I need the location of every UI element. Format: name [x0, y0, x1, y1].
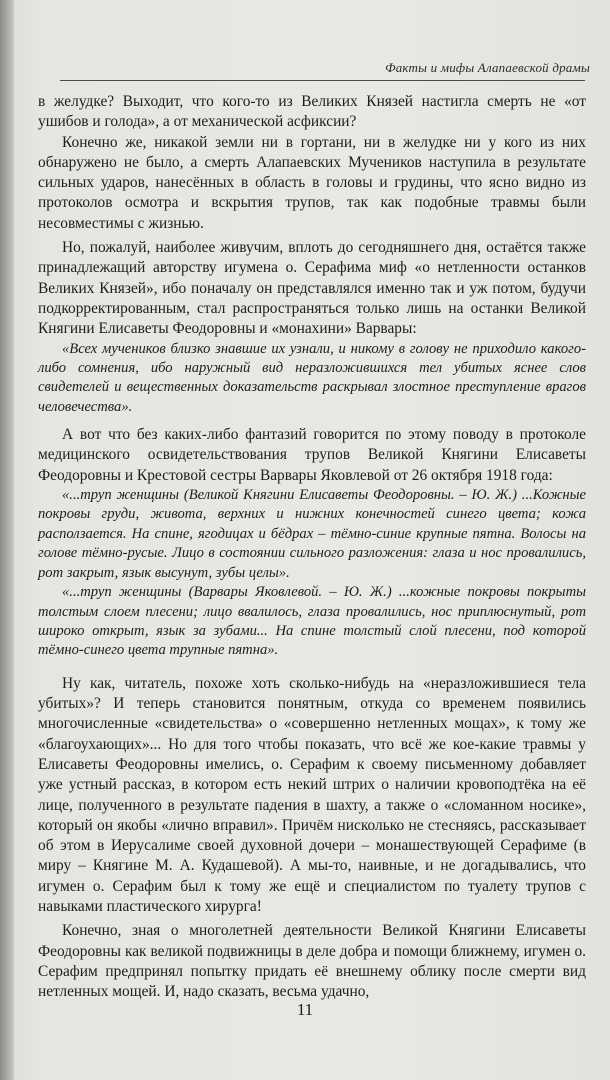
quote-paragraph: «Всех мучеников близко знавшие их узнали, и никому в голову не приходило какого-либо сомнения, ибо наружный вид неразложившихся тел убитых яснее слов свидетелей и вещественных доказательств раскрывал злостное преступление врагов человечества». [38, 340, 586, 415]
paragraph: А вот что без каких-либо фантазий говорится по этому поводу в протоколе медицинского освидетельствования трупов Великой Княгини Елисаветы Феодоровны и Крестовой сестры Варвары Яковлевой от 26 октября 1918 года: [38, 426, 586, 484]
paragraph: Конечно же, никакой земли ни в гортани, ни в желудке ни у кого из них обнаружено не было, а смерть Алапаевских Мучеников наступила в результате сильных ударов, нанесённых в область в головы и грудины, что ясно видно из протоколов осмотра и вскрытия трупов, так как подобные травмы были несовместимы с жизнью. [38, 133, 586, 232]
body-text [38, 92, 586, 1002]
page-number: 11 [296, 1000, 314, 1019]
paragraph: в желудке? Выходит, что кого-то из Великих Князей настигла смерть не «от ушибов и голода», а от механической асфиксии? [38, 93, 586, 131]
quote-paragraph: «...труп женщины (Варвары Яковлевой. – Ю. Ж.) ...кожные покровы покрыты толстым слоем плесени; лицо ввалилось, глаза провалились, нос приплюснутый, рот широко открыт, язык за зубами... На спине толстый слой плесени, под которой тёмно-синего цвета трупные пятна». [38, 584, 586, 659]
running-head: Факты и мифы Алапаевской драмы [385, 60, 590, 75]
paragraph: Ну как, читатель, похоже хоть сколько-нибудь на «неразложившиеся тела убитых»? И теперь становится понятным, откуда со временем появились многочисленные «свидетельства» о «совершенно нетленных мощах», к тому же «благоухающих»... Но для того чтобы показать, что всё же кое-какие травмы у Елисаветы Феодоровны имелись, о. Серафим к своему письменному добавляет уже устный рассказ, в котором есть некий штрих о наличии кровоподтёка на её лице, полученного в результате падения в шахту, а также о «сломанном носике», который он якобы «лично вправил». Причём нисколько не стесняясь, рассказывает об этом в Иерусалиме своей духовной дочери – монашествующей Серафиме (в миру – Княгине М. А. Кудашевой). А мы-то, наивные, и не догадывались, что игумен о. Серафим был к тому же ещё и специалистом по туалету трупов с навыками пластического хирурга! [38, 674, 586, 915]
paragraph: Но, пожалуй, наиболее живучим, вплоть до сегодняшнего дня, остаётся также принадлежащий авторству игумена о. Серафима миф «о нетленности останков Великих Князей», ибо поначалу он представлялся именно так и уж потом, будучи подкорректированным, стал распространяться только лишь на останки Великой Княгини Елисаветы Феодоровны и «монахини» Варвары: [38, 239, 586, 338]
paragraph: Конечно, зная о многолетней деятельности Великой Княгини Елисаветы Феодоровны как великой подвижницы в деле добра и помощи ближнему, игумен о. Серафим предпринял попытку придать её внешнему облику после смерти вид нетленных мощей. И, надо сказать, весьма удачно, [38, 922, 586, 1001]
header-rule [60, 80, 585, 81]
quote-paragraph: «...труп женщины (Великой Княгини Елисаветы Феодоровны. – Ю. Ж.) ...Кожные покровы груди, живота, верхних и нижних конечностей синего цвета; кожа расползается. На спине, ягодицах и бёдрах – тёмно-синие крупные пятна. Волосы на голове тёмно-русые. Лицо в состоянии сильного разложения: глаза и нос провалились, рот закрыт, язык высунут, зубы целы». [38, 487, 586, 581]
book-spine-shadow [0, 0, 14, 1080]
